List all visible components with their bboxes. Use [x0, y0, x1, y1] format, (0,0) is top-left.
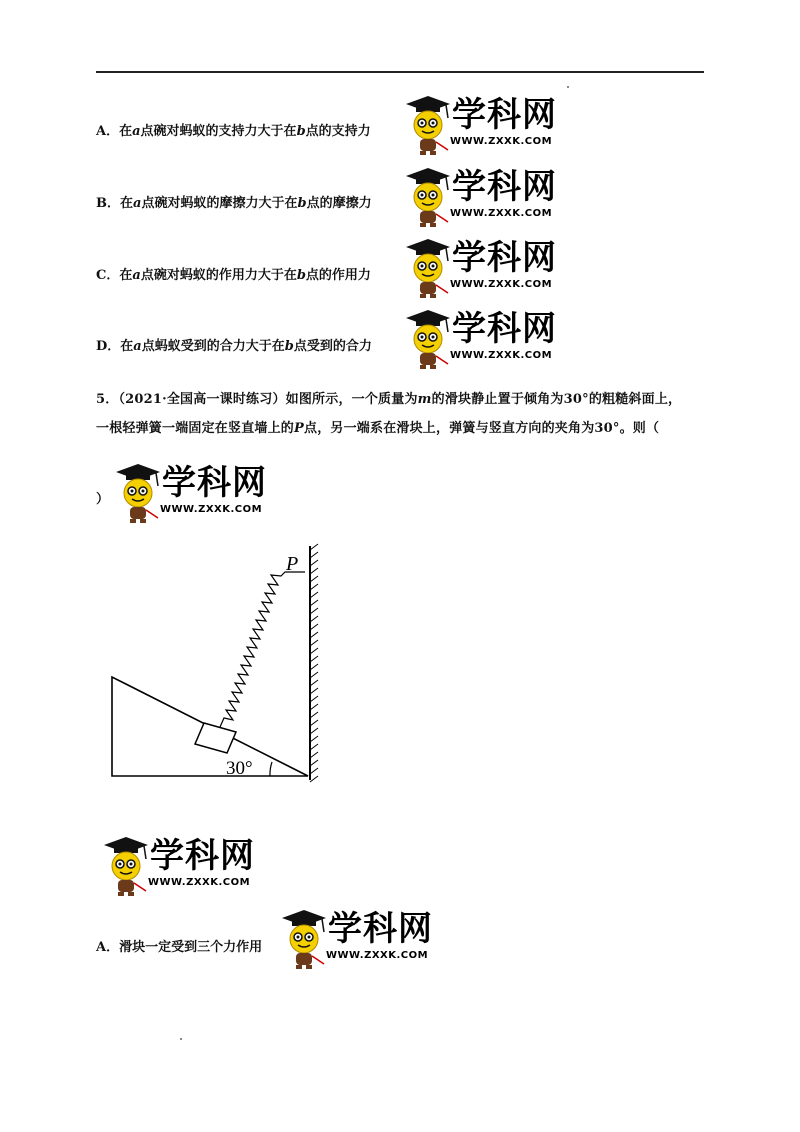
watermark-brand: 学科网 [452, 238, 557, 278]
watermark-brand: 学科网 [150, 836, 255, 876]
watermark-url: WWW.ZXXK.COM [450, 136, 553, 147]
speck [567, 86, 569, 88]
watermark-logo [100, 835, 258, 897]
watermark-url: WWW.ZXXK.COM [450, 279, 553, 290]
header-rule [96, 71, 704, 73]
question-5-line-3: ） [96, 492, 110, 507]
mascot-icon [278, 908, 328, 970]
watermark-brand: 学科网 [452, 167, 557, 207]
spring [220, 572, 305, 727]
watermark-logo [402, 94, 560, 156]
option-b-prev: B．在a点碗对蚂蚁的摩擦力大于在b点的摩擦力 [96, 196, 372, 211]
mascot-icon [402, 308, 452, 370]
mascot-icon [402, 94, 452, 156]
mascot-icon [100, 835, 150, 897]
watermark-brand: 学科网 [162, 463, 267, 503]
option-a-prev: A．在a点碗对蚂蚁的支持力大于在b点的支持力 [96, 124, 371, 139]
watermark-brand: 学科网 [328, 909, 433, 949]
watermark-logo [112, 462, 270, 524]
watermark-logo [402, 166, 560, 228]
wall-hatching [310, 544, 318, 782]
mascot-icon [402, 166, 452, 228]
watermark-url: WWW.ZXXK.COM [148, 877, 251, 888]
incline-spring-figure [100, 540, 340, 790]
watermark-brand: 学科网 [452, 309, 557, 349]
option-a-q5: A．滑块一定受到三个力作用 [96, 940, 263, 955]
watermark-logo [402, 308, 560, 370]
angle-label: 30° [226, 758, 253, 779]
sliding-block [195, 723, 236, 753]
watermark-url: WWW.ZXXK.COM [160, 504, 263, 515]
watermark-url: WWW.ZXXK.COM [326, 950, 429, 961]
watermark-brand: 学科网 [452, 95, 557, 135]
option-c-prev: C．在a点碗对蚂蚁的作用力大于在b点的作用力 [96, 268, 371, 283]
question-5-line-2: 一根轻弹簧一端固定在竖直墙上的P点，另一端系在滑块上，弹簧与竖直方向的夹角为30°。则（ [96, 421, 660, 436]
watermark-url: WWW.ZXXK.COM [450, 350, 553, 361]
speck [180, 1038, 182, 1040]
watermark-logo [278, 908, 436, 970]
mascot-icon [402, 237, 452, 299]
option-d-prev: D．在a点蚂蚁受到的合力大于在b点受到的合力 [96, 339, 372, 354]
watermark-url: WWW.ZXXK.COM [450, 208, 553, 219]
angle-arc [270, 762, 272, 776]
question-5-line-1: 5．（2021·全国高一课时练习）如图所示，一个质量为m的滑块静止置于倾角为30°的粗糙斜面上， [96, 392, 682, 407]
watermark-logo [402, 237, 560, 299]
point-p-label: P [286, 553, 299, 575]
mascot-icon [112, 462, 162, 524]
